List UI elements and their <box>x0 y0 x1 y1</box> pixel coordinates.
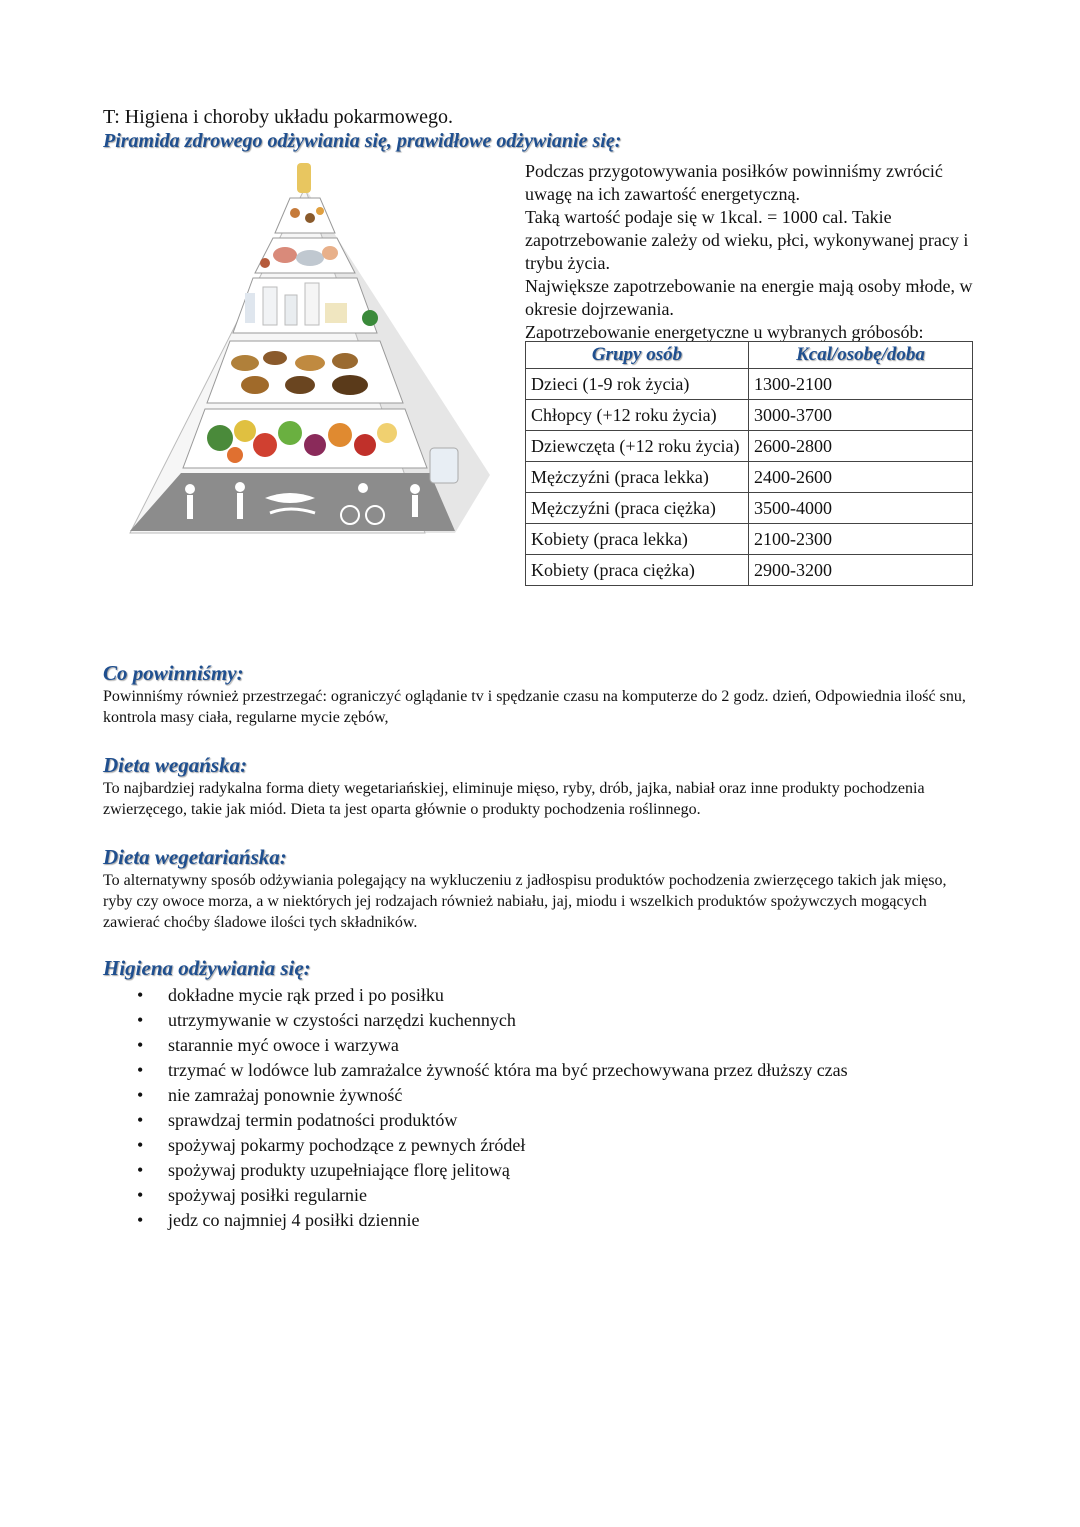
energy-requirements-table <box>525 341 973 586</box>
kcal-cell: 3000-3700 <box>749 400 973 431</box>
food-pyramid-image <box>125 163 495 538</box>
list-item: • utrzymywanie w czystości narzędzi kuchennych <box>120 1008 848 1033</box>
kcal-cell: 2400-2600 <box>749 462 973 493</box>
table-row <box>526 555 973 586</box>
kcal-cell: 2900-3200 <box>749 555 973 586</box>
list-item: • trzymać w lodówce lub zamrażalce żywność która ma być przechowywana przez dłuższy czas <box>120 1058 848 1083</box>
group-cell: Chłopcy (+12 roku życia) <box>526 400 749 431</box>
kcal-cell: 2600-2800 <box>749 431 973 462</box>
table-row <box>526 369 973 400</box>
dieta-wegetarianska-heading: Dieta wegetariańska: <box>103 845 287 869</box>
intro-paragraph: Zapotrzebowanie energetyczne u wybranych gróbosób: <box>525 322 924 342</box>
col-header-groups: Grupy osób <box>526 342 749 369</box>
table-row <box>526 524 973 555</box>
kcal-cell: 3500-4000 <box>749 493 973 524</box>
list-item: • starannie myć owoce i warzywa <box>120 1033 848 1058</box>
list-item: • sprawdzaj termin podatności produktów <box>120 1108 848 1133</box>
group-cell: Dzieci (1-9 rok życia) <box>526 369 749 400</box>
co-powinnismy-text: Powinniśmy również przestrzegać: ograniczyć oglądanie tv i spędzanie czasu na komputerze do 2 godz. dzień, Odpowiednia ilość snu, kontrola masy ciała, regularne mycie zębów, <box>103 688 966 726</box>
list-item: • spożywaj posiłki regularnie <box>120 1183 848 1208</box>
group-cell: Dziewczęta (+12 roku życia) <box>526 431 749 462</box>
pyramid-heading: Piramida zdrowego odżywiania się, prawidłowe odżywianie się: <box>103 130 622 152</box>
list-item: • dokładne mycie rąk przed i po posiłku <box>120 983 848 1008</box>
intro-paragraph: Podczas przygotowywania posiłków powinniśmy zwrócić uwagę na ich zawartość energetyczną. <box>525 161 943 204</box>
intro-paragraph: Taką wartość podaje się w 1kcal. = 1000 cal. Takie zapotrzebowanie zależy od wieku, płci, wykonywanej pracy i trybu życia. <box>525 207 969 273</box>
list-item: • spożywaj produkty uzupełniające florę jelitową <box>120 1158 848 1183</box>
table-row <box>526 400 973 431</box>
oil-bottle-icon <box>297 163 311 193</box>
kcal-cell: 2100-2300 <box>749 524 973 555</box>
document-title: T: Higiena i choroby układu pokarmowego. <box>103 106 454 128</box>
group-cell: Kobiety (praca lekka) <box>526 524 749 555</box>
kcal-cell: 1300-2100 <box>749 369 973 400</box>
col-header-kcal: Kcal/osobę/doba <box>749 342 973 369</box>
group-cell: Mężczyźni (praca ciężka) <box>526 493 749 524</box>
dieta-weganska-text: To najbardziej radykalna forma diety wegetariańskiej, eliminuje mięso, ryby, drób, jajka, nabiał oraz inne produkty pochodzenia zwierzęcego, takie jak miód. Dieta ta jest oparta głównie o produkty pochodzenia roślinnego. <box>103 780 925 818</box>
pyramid-graphic <box>125 163 495 538</box>
table-row <box>526 493 973 524</box>
co-powinnismy-heading: Co powinniśmy: <box>103 661 244 685</box>
dieta-wegetarianska-text: To alternatywny sposób odżywiania polegający na wykluczeniu z jadłospisu produktów pochodzenia zwierzęcego takich jak mięso, ryby czy owoce morza, a w niektórych jej rodzajach również nabiału, jaj, miodu i wszelkich produktów spożywczych mogących zawierać choćby śladowe ilości tych składników. <box>103 872 947 931</box>
table-row <box>526 462 973 493</box>
higiena-list <box>120 983 848 1233</box>
list-item: • nie zamrażaj ponownie żywność <box>120 1083 848 1108</box>
energy-intro <box>525 160 975 344</box>
group-cell: Mężczyźni (praca lekka) <box>526 462 749 493</box>
dieta-weganska-heading: Dieta wegańska: <box>103 753 248 777</box>
water-jug-icon <box>430 448 458 483</box>
group-cell: Kobiety (praca ciężka) <box>526 555 749 586</box>
list-item: • spożywaj pokarmy pochodzące z pewnych źródeł <box>120 1133 848 1158</box>
table-row <box>526 431 973 462</box>
list-item: • jedz co najmniej 4 posiłki dziennie <box>120 1208 848 1233</box>
higiena-heading: Higiena odżywiania się: <box>103 956 311 980</box>
intro-paragraph: Największe zapotrzebowanie na energie mają osoby młode, w okresie dojrzewania. <box>525 276 973 319</box>
